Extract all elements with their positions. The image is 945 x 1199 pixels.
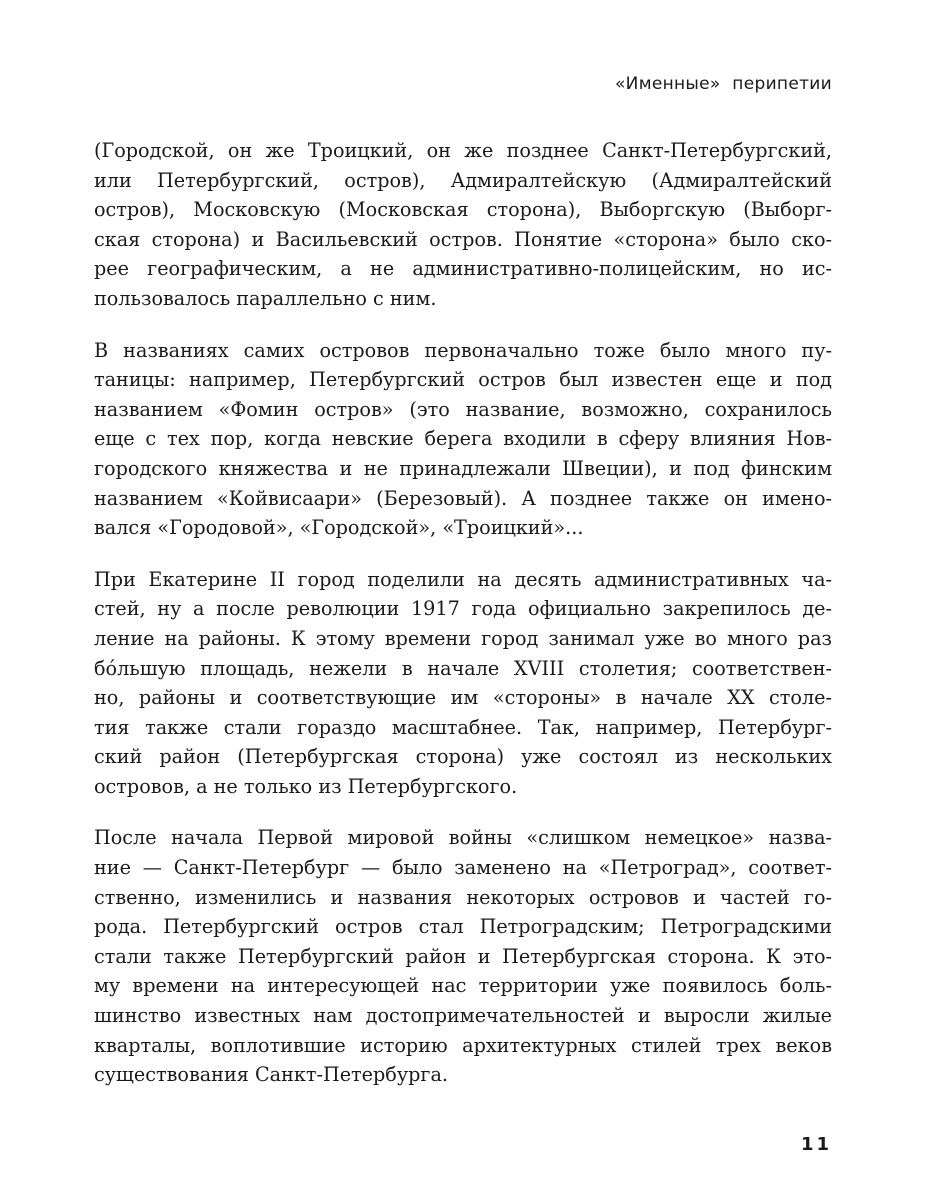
text-line: После начала Первой мировой войны «слишком немецкое» назва- <box>94 826 832 850</box>
text-line: островов, а не только из Петербургского. <box>94 774 518 798</box>
text-line: рода. Петербургский остров стал Петроградским; Петроградскими <box>94 915 832 939</box>
text-line: или Петербургский, остров), Адмиралтейскую (Адмиралтейский <box>94 168 832 192</box>
paragraph-2 <box>94 336 832 543</box>
text-line: ская сторона) и Васильевский остров. Понятие «сторона» было ско- <box>94 227 832 251</box>
text-line: кварталы, воплотившие историю архитектурных стилей трех веков <box>94 1033 832 1057</box>
paragraph-1 <box>94 136 832 314</box>
paragraph-3 <box>94 565 832 802</box>
page-number: 11 <box>800 1134 832 1155</box>
text-line: ние — Санкт-Петербург — было заменено на «Петроград», соответ- <box>94 856 832 880</box>
text-line: В названиях самих островов первоначально тоже было много пу- <box>94 338 832 362</box>
text-line: бóльшую площадь, нежели в начале XVIII столетия; соответствен- <box>94 656 832 680</box>
text-line: названием «Фомин остров» (это название, возможно, сохранилось <box>94 397 832 421</box>
text-line: му времени на интересующей нас территории уже появилось боль- <box>94 974 832 998</box>
text-line: ственно, изменились и названия некоторых островов и частей го- <box>94 885 832 909</box>
text-line: ский район (Петербургская сторона) уже состоял из нескольких <box>94 745 832 769</box>
text-line: остров), Московскую (Московская сторона), Выборгскую (Выборг- <box>94 198 832 222</box>
text-line: таницы: например, Петербургский остров был известен еще и под <box>94 368 832 392</box>
text-line: (Городской, он же Троицкий, он же позднее Санкт-Петербургский, <box>94 139 832 162</box>
text-line: но, районы и соответствующие им «стороны» в начале XX столе- <box>94 686 832 710</box>
text-line: существования Санкт-Петербурга. <box>94 1063 449 1087</box>
text-line: городского княжества и не принадлежали Швеции), и под финским <box>94 456 832 480</box>
text-line: рее географическим, а не административно-полицейским, но ис- <box>94 257 832 281</box>
text-line: шинство известных нам достопримечательностей и выросли жилые <box>94 1004 832 1028</box>
text-line: стей, ну а после революции 1917 года официально закрепилось де- <box>94 597 832 621</box>
text-line: названием «Койвисаари» (Березовый). А позднее также он имено- <box>94 486 832 510</box>
body-text <box>94 136 832 1112</box>
text-line: тия также стали гораздо масштабнее. Так, например, Петербург- <box>94 715 832 739</box>
text-line: еще с тех пор, когда невские берега входили в сферу влияния Нов- <box>94 427 832 451</box>
text-line: При Екатерине II город поделили на десять административных ча- <box>94 567 832 591</box>
running-head: «Именные» перипетии <box>614 74 832 94</box>
text-line: вался «Городовой», «Городской», «Троицкий»... <box>94 516 584 540</box>
paragraph-4 <box>94 823 832 1089</box>
text-line: стали также Петербургский район и Петербургская сторона. К это- <box>94 944 832 968</box>
text-line: пользовалось параллельно с ним. <box>94 286 437 310</box>
text-line: ление на районы. К этому времени город занимал уже во много раз <box>94 626 832 650</box>
